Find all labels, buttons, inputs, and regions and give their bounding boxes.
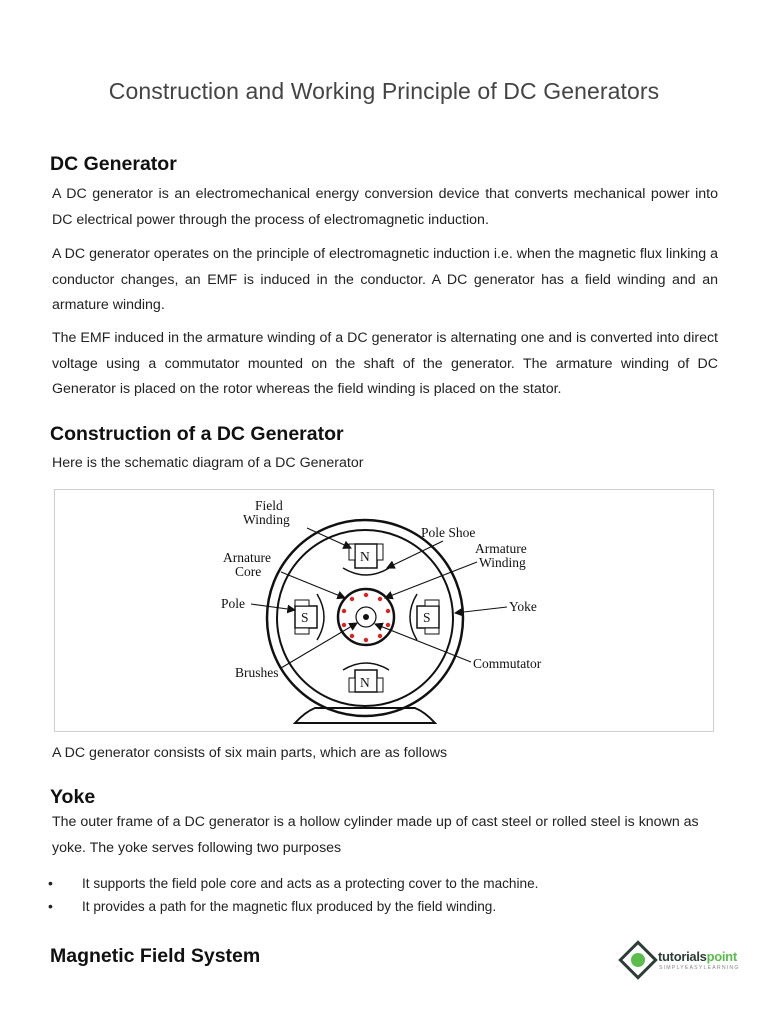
label-winding: Winding [243,512,290,527]
paragraph-yoke: The outer frame of a DC generator is a hollow cylinder made up of cast steel or rolled steel is known as yoke. The yoke serves following two purposes [52,814,699,856]
label-armature-core-2: Core [235,564,262,579]
label-yoke: Yoke [509,599,537,614]
pole-letter-bottom: N [360,675,370,690]
heading-yoke: Yoke [50,786,96,808]
label-armature-winding-1: Armature [475,541,527,556]
pole-letter-right: S [423,610,431,625]
heading-dc-generator: DC Generator [50,153,177,175]
logo-brand: tutorialspoint [658,949,737,964]
label-pole-shoe: Pole Shoe [421,525,476,540]
list-item: • It provides a path for the magnetic flux produced by the field winding. [48,898,497,914]
label-pole: Pole [221,596,246,611]
yoke-purposes-list [46,872,726,918]
pole-right [410,594,439,640]
logo-tagline: SIMPLYEASYLEARNING [659,965,740,971]
label-armature-winding-2: Winding [479,555,526,570]
heading-construction: Construction of a DC Generator [50,423,344,445]
pole-bottom [343,663,389,692]
paragraph-six-parts: A DC generator consists of six main parts, which are as follows [52,745,448,761]
paragraph-dc-generator-emf: The EMF induced in the armature winding of a DC generator is alternating one and is converted into direct voltage using a commutator mounted on the shaft of the generator. The armature winding of DC Generator is placed on the rotor whereas the field winding is placed on the stator. [52,330,718,397]
paragraph-dc-generator-principle: A DC generator operates on the principle of electromagnetic induction i.e. when the magnetic flux linking a conductor changes, an EMF is induced in the conductor. A DC generator has a field winding and an armature winding. [52,246,718,313]
label-brushes: Brushes [235,665,279,680]
pole-letter-left: S [301,610,309,625]
logo-dot-icon [631,953,645,967]
page-title: Construction and Working Principle of DC Generators [108,78,660,104]
heading-magnetic-field-system: Magnetic Field System [50,945,261,967]
label-commutator: Commutator [473,656,542,671]
dc-generator-diagram [54,489,714,732]
paragraph-dc-generator-definition: A DC generator is an electromechanical energy conversion device that converts mechanical power into DC electrical power through the process of electromagnetic induction. [52,186,718,228]
pole-letter-top: N [360,549,370,564]
tutorialspoint-logo [618,942,740,982]
list-item: • It supports the field pole core and acts as a protecting cover to the machine. [48,875,539,891]
shaft [363,614,369,620]
label-field: Field [255,498,283,513]
dc-generator-schematic [55,490,715,733]
pole-left [295,594,324,640]
pole-top [343,544,389,575]
paragraph-construction-intro: Here is the schematic diagram of a DC Generator [52,455,364,471]
label-armature-core-1: Arnature [223,550,271,565]
